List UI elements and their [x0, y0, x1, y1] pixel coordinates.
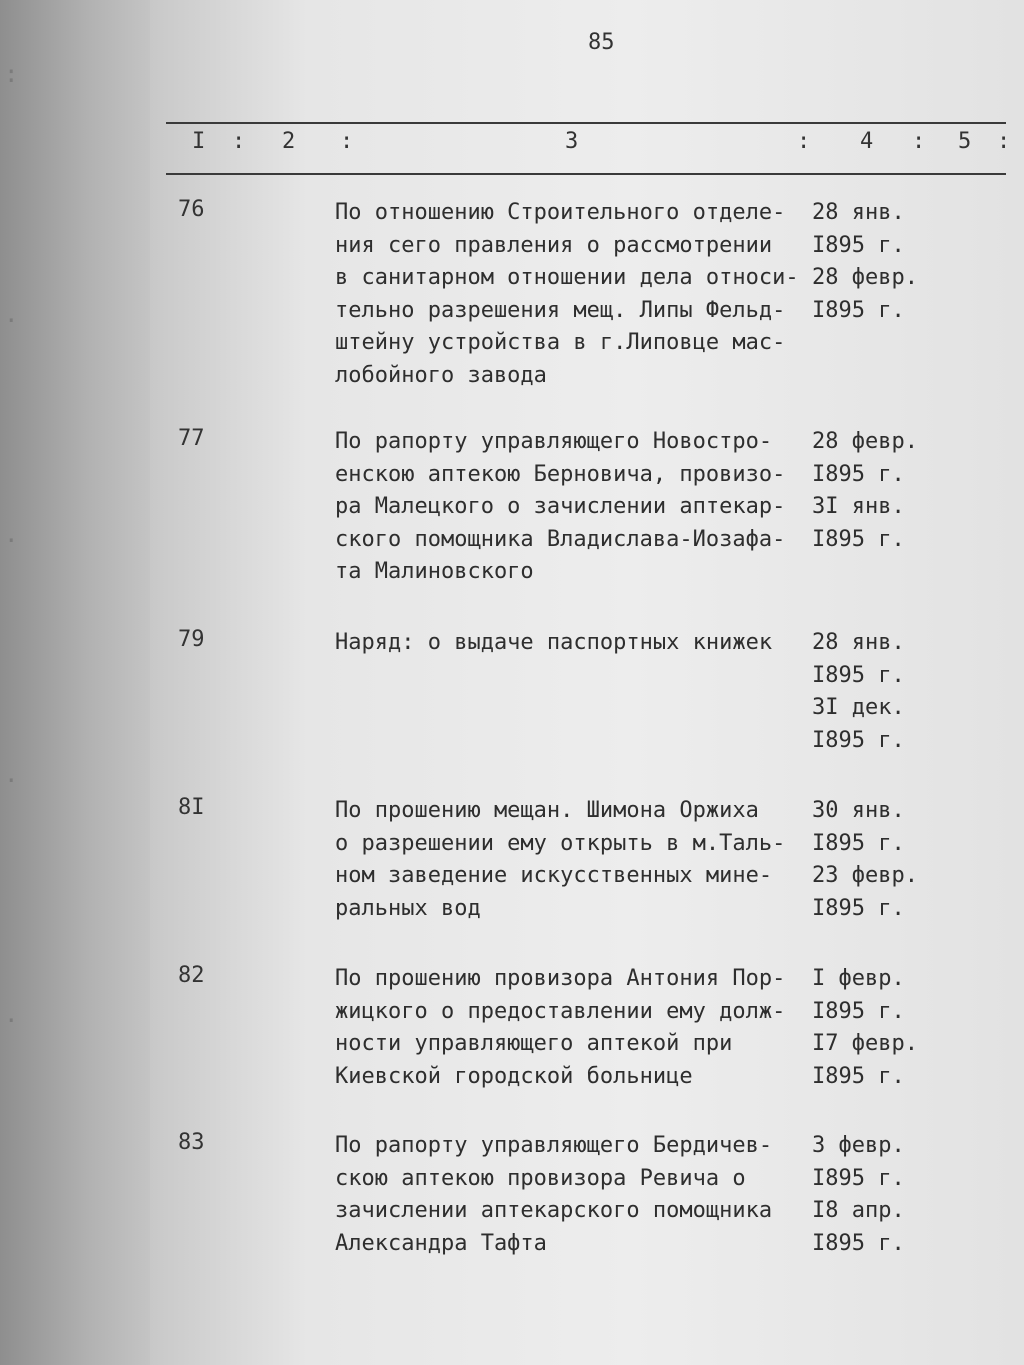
page-number: 85	[588, 30, 615, 55]
description-line: ном заведение искусственных мине-	[335, 863, 773, 888]
date-line: I февр.	[812, 966, 905, 991]
description-line: в санитарном отношении дела относи-	[335, 265, 799, 290]
date-line: 28 февр.	[812, 265, 918, 290]
description-line: По отношению Строительного отделе-	[335, 200, 786, 225]
description-line: скою аптекою провизора Ревича о	[335, 1165, 746, 1191]
description-line: та Малиновского	[335, 559, 534, 584]
date-line: I895 г.	[812, 662, 905, 688]
description-line: По прошению мещан. Шимона Оржиха	[335, 798, 759, 823]
entry-dates	[812, 1130, 905, 1260]
description-line: ра Малецкого о зачислении аптекар-	[335, 494, 786, 519]
description-line: штейну устройства в г.Липовце мас-	[335, 330, 786, 355]
date-line: I8 апр.	[812, 1198, 905, 1223]
entry-description	[335, 426, 835, 589]
entry-dates	[812, 627, 905, 757]
column-header-3: 3	[565, 129, 579, 154]
bleed-mark: .	[4, 760, 19, 788]
date-line: I7 февр.	[812, 1031, 918, 1056]
date-line: I895 г.	[812, 1230, 905, 1256]
column-header-4: 4	[860, 129, 874, 154]
entry-dates	[812, 963, 918, 1093]
date-line: I895 г.	[812, 232, 905, 258]
description-line: жицкого о предоставлении ему долж-	[335, 998, 786, 1024]
description-line: По рапорту управляющего Бердичев-	[335, 1133, 773, 1158]
previous-page-edge	[0, 0, 150, 1365]
column-header-5: 5	[958, 129, 972, 154]
description-line: енскою аптекою Берновича, провизо-	[335, 461, 786, 487]
column-separator: :	[997, 129, 1011, 154]
column-header-1: I	[192, 129, 206, 154]
date-line: I895 г.	[812, 1165, 905, 1191]
column-separator: :	[912, 129, 926, 154]
description-line: По рапорту управляющего Новостро-	[335, 429, 773, 454]
entry-description	[335, 1130, 835, 1260]
description-line: о разрешении ему открыть в м.Таль-	[335, 830, 786, 856]
date-line: 28 янв.	[812, 630, 905, 655]
description-line: зачислении аптекарского помощника	[335, 1198, 773, 1223]
header-rule-bottom	[166, 173, 1006, 175]
date-line: 3 февр.	[812, 1133, 905, 1158]
description-line: Киевской городской больнице	[335, 1063, 693, 1089]
entry-description	[335, 627, 835, 660]
entry-number: 76	[178, 197, 205, 222]
column-separator: :	[340, 129, 354, 154]
entry-number: 79	[178, 627, 205, 652]
description-line: Александра Тафта	[335, 1230, 547, 1256]
column-separator: :	[797, 129, 811, 154]
description-line: Наряд: о выдаче паспортных книжек	[335, 630, 773, 655]
description-line: ности управляющего аптекой при	[335, 1031, 733, 1056]
header-rule-top	[166, 122, 1006, 124]
date-line: I895 г.	[812, 998, 905, 1024]
date-line: I895 г.	[812, 297, 905, 323]
date-line: I895 г.	[812, 1063, 905, 1089]
column-separator: :	[232, 129, 246, 154]
date-line: 3I дек.	[812, 695, 905, 720]
column-header-2: 2	[282, 129, 296, 154]
entry-description	[335, 795, 835, 925]
date-line: 30 янв.	[812, 798, 905, 823]
date-line: 28 февр.	[812, 429, 918, 454]
date-line: I895 г.	[812, 526, 905, 552]
entry-number: 83	[178, 1130, 205, 1155]
bleed-mark: .	[4, 520, 19, 548]
entry-dates	[812, 795, 918, 925]
description-line: ральных вод	[335, 895, 481, 921]
entry-dates	[812, 426, 918, 556]
entry-number: 8I	[178, 795, 205, 820]
description-line: лобойного завода	[335, 362, 547, 388]
bleed-mark: .	[4, 300, 19, 328]
bleed-mark: .	[4, 1000, 19, 1028]
entry-number: 82	[178, 963, 205, 988]
description-line: ского помощника Владислава-Иозафа-	[335, 526, 786, 552]
date-line: 23 февр.	[812, 863, 918, 888]
date-line: 3I янв.	[812, 494, 905, 519]
bleed-mark: :	[4, 60, 19, 88]
description-line: По прошению провизора Антония Пор-	[335, 966, 786, 991]
date-line: 28 янв.	[812, 200, 905, 225]
entry-description	[335, 197, 835, 392]
date-line: I895 г.	[812, 895, 905, 921]
entry-description	[335, 963, 835, 1093]
entry-number: 77	[178, 426, 205, 451]
date-line: I895 г.	[812, 727, 905, 753]
description-line: ния сего правления о рассмотрении	[335, 232, 773, 258]
entry-dates	[812, 197, 918, 327]
date-line: I895 г.	[812, 830, 905, 856]
date-line: I895 г.	[812, 461, 905, 487]
description-line: тельно разрешения мещ. Липы Фельд-	[335, 297, 786, 323]
